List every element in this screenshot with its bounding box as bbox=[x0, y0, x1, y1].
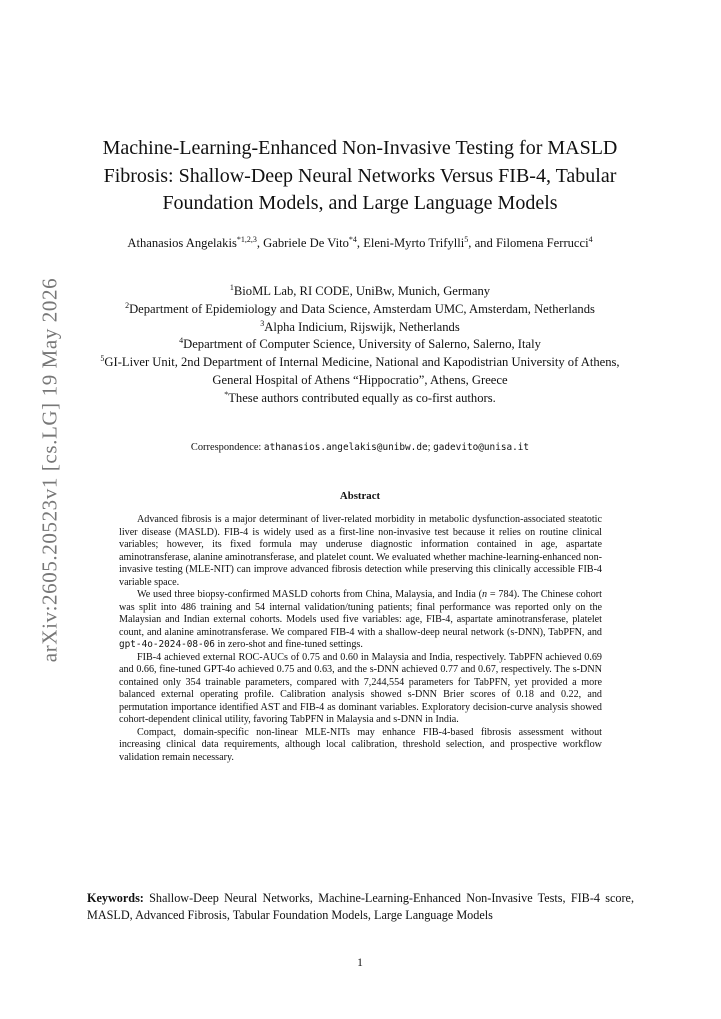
affiliation-text: Alpha Indicium, Rijswijk, Netherlands bbox=[264, 319, 460, 334]
correspondence-label: Correspondence: bbox=[190, 442, 264, 453]
affiliation-text: Department of Epidemiology and Data Science, Amsterdam UMC, Amsterdam, Netherlands bbox=[129, 301, 595, 316]
affiliation-text: GI-Liver Unit, 2nd Department of Internal Medicine, National and Kapodistrian University of Athens, General Hospital of Athens “Hippocratio”, Athens, Greece bbox=[104, 355, 620, 387]
keywords-label: Keywords: bbox=[87, 891, 144, 905]
abstract-body bbox=[119, 514, 602, 764]
author-affiliation-mark: 5 bbox=[464, 234, 469, 244]
keywords-section bbox=[87, 890, 634, 923]
affiliation-mark: 5 bbox=[100, 354, 105, 363]
author-separator: , bbox=[256, 236, 264, 250]
author-name: Filomena Ferrucci bbox=[495, 236, 589, 250]
affiliation bbox=[95, 283, 625, 301]
abstract-paragraph: Compact, domain-specific non-linear MLE-NITs may enhance FIB-4-based fibrosis assessment without increasing clinical data requirements, although local calibration, threshold selection, and prospective workflow validation remain necessary. bbox=[119, 726, 602, 763]
abstract-text: in zero-shot and fine-tuned settings. bbox=[214, 639, 363, 650]
author-name: Athanasios Angelakis bbox=[127, 236, 237, 250]
author-list bbox=[100, 235, 620, 252]
author-affiliation-mark: *4 bbox=[348, 234, 357, 244]
page-number: 1 bbox=[357, 957, 363, 969]
affiliation-mark: 4 bbox=[179, 336, 184, 346]
affiliation-text: These authors contributed equally as co-first authors. bbox=[228, 390, 496, 405]
arxiv-identifier: arXiv:2605.20523v1 [cs.LG] 19 May 2026 bbox=[37, 277, 62, 663]
affiliation bbox=[95, 319, 625, 337]
affiliation bbox=[95, 336, 625, 354]
abstract-paragraph bbox=[119, 589, 602, 652]
author-name: Gabriele De Vito bbox=[263, 236, 349, 250]
abstract-heading: Abstract bbox=[339, 490, 381, 502]
email-separator: ; bbox=[427, 442, 434, 453]
abstract-math-n: n bbox=[482, 589, 488, 600]
correspondence-line bbox=[100, 441, 620, 454]
abstract-text: = 784). The Chinese cohort was split into 486 training and 54 internal validation/tuning patients; final performance was reported only on the Malaysian and Indian external cohorts. Models used five variables: age, FIB-4, aspartate aminotransferase, platelet count, and alanine aminotransferase. We compared FIB-4 with a shallow-deep neural network (s-DNN), TabPFN, and bbox=[119, 589, 602, 638]
author-affiliation-mark: 4 bbox=[588, 234, 593, 244]
affiliation-mark: 1 bbox=[229, 282, 234, 292]
affiliation bbox=[95, 301, 625, 319]
author-name: Eleni-Myrto Trifylli bbox=[363, 236, 465, 250]
affiliation-list bbox=[95, 283, 625, 408]
abstract-paragraph: FIB-4 achieved external ROC-AUCs of 0.75 and 0.60 in Malaysia and India, respectively. TabPFN achieved 0.69 and 0.66, fine-tuned GPT-4o achieved 0.75 and 0.63, and the s-DNN achieved 0.77 and 0.67, respectively. The s-DNN contained only 354 trainable parameters, compared with 7,244,554 parameters for TabPFN, yet provided a more balanced external operating profile. Calibration analysis showed s-DNN Brier scores of 0.18 and 0.22, and permutation importance identified AST and FIB-4 as dominant variables. Exploratory decision-curve analysis showed cohort-dependent clinical utility, favoring TabPFN in Malaysia and s-DNN in India. bbox=[119, 651, 602, 725]
abstract-text: We used three biopsy-confirmed MASLD cohorts from China, Malaysia, and India ( bbox=[137, 589, 483, 600]
model-name-code: gpt-4o-2024-08-06 bbox=[119, 639, 215, 650]
affiliation bbox=[95, 354, 625, 390]
author-separator: , bbox=[356, 236, 364, 250]
email-link-2[interactable]: gadevito@unisa.it bbox=[433, 442, 530, 453]
paper-title: Machine-Learning-Enhanced Non-Invasive Testing for MASLD Fibrosis: Shallow-Deep Neural Networks Versus FIB-4, Tabular Foundation Models, and Large Language Models bbox=[102, 137, 618, 214]
affiliation-mark: 2 bbox=[125, 300, 130, 310]
affiliation-text: BioML Lab, RI CODE, UniBw, Munich, Germany bbox=[233, 284, 491, 298]
affiliation-text: Department of Computer Science, University of Salerno, Salerno, Italy bbox=[183, 337, 541, 352]
keywords-text: Shallow-Deep Neural Networks, Machine-Learning-Enhanced Non-Invasive Tests, FIB-4 score, MASLD, Advanced Fibrosis, Tabular Foundation Models, Large Language Models bbox=[87, 891, 634, 922]
affiliation-mark: * bbox=[224, 389, 229, 399]
author-affiliation-mark: *1,2,3 bbox=[236, 234, 257, 244]
author-separator: , and bbox=[468, 236, 496, 250]
affiliation-mark: 3 bbox=[260, 318, 265, 328]
abstract-paragraph: Advanced fibrosis is a major determinant of liver-related morbidity in metabolic dysfunction-associated steatotic liver disease (MASLD). FIB-4 is widely used as a first-line non-invasive test because it relies on routine clinical variables; however, its fixed formula may underuse diagnostic information contained in age, aspartate aminotransferase, alanine aminotransferase, and platelet count. We evaluated whether machine-learning-enhanced non-invasive testing (MLE-NIT) can improve advanced fibrosis detection while preserving this clinically accessible FIB-4 variable space. bbox=[119, 514, 602, 588]
email-link-1[interactable]: athanasios.angelakis@unibw.de bbox=[263, 442, 428, 453]
co-first-author-note bbox=[95, 390, 625, 408]
